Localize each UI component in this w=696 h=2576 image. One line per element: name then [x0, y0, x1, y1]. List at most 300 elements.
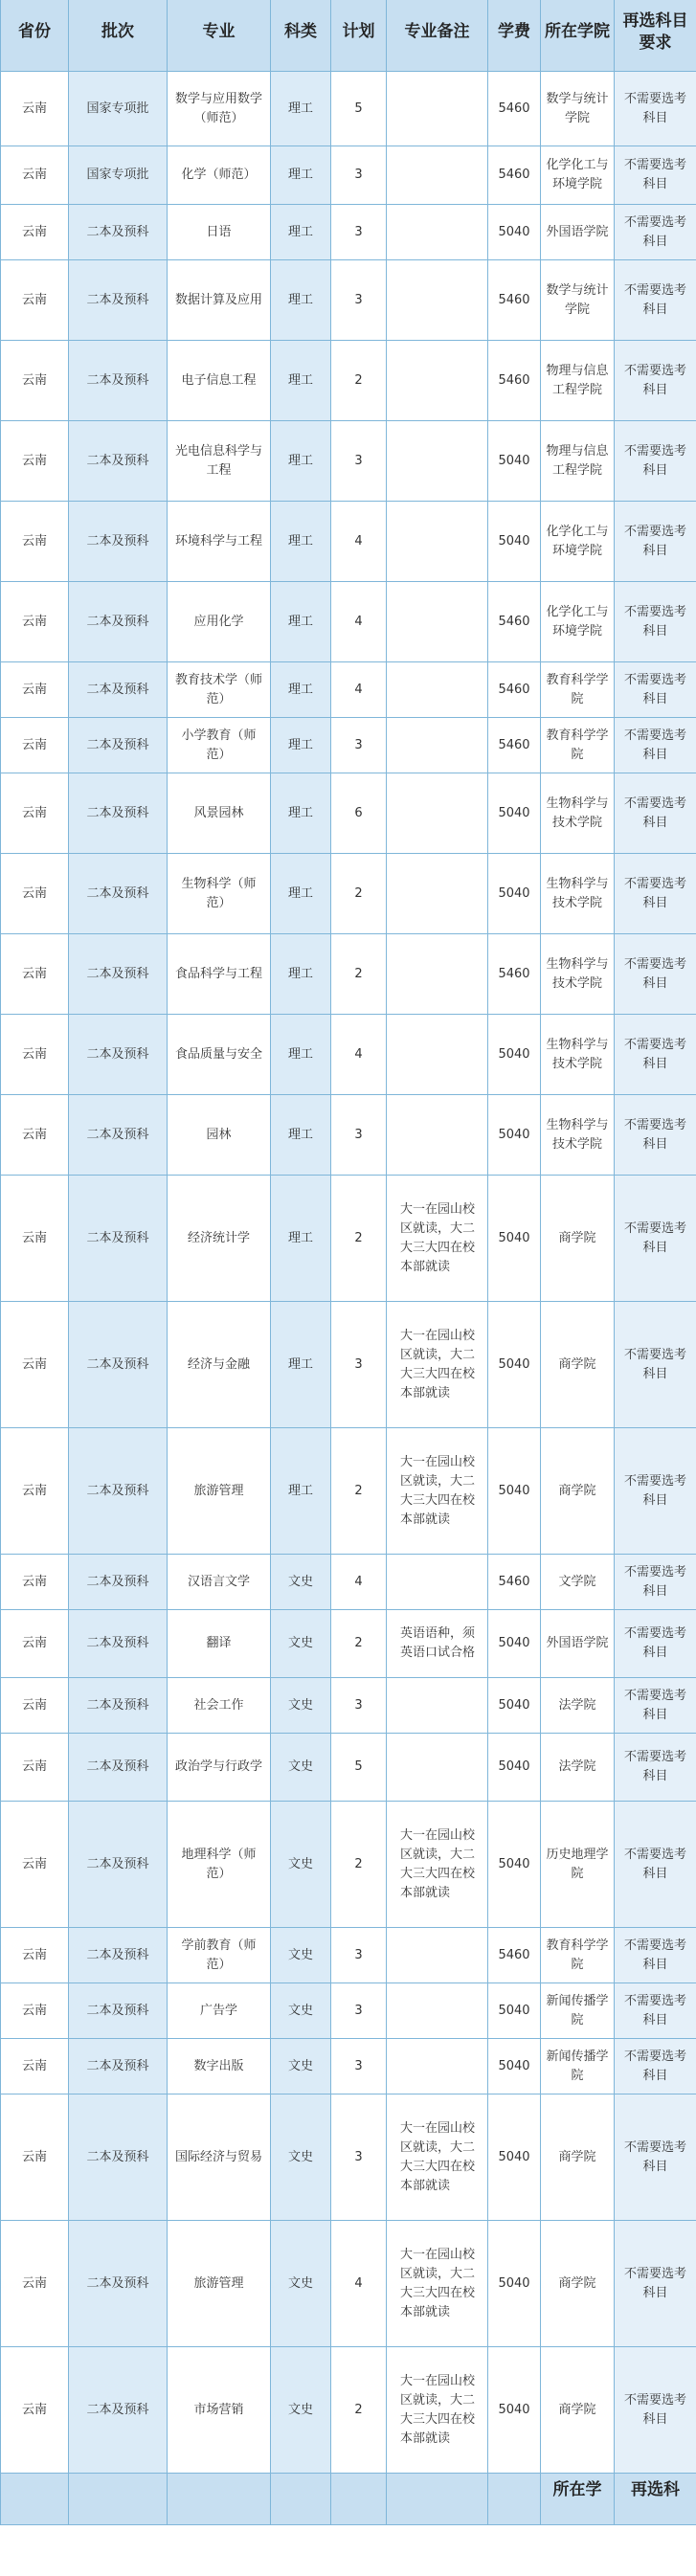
cell-requirement: 不需要选考科目: [615, 1015, 696, 1095]
cell-province: 云南: [1, 1428, 69, 1555]
cell-plan: 3: [331, 1302, 387, 1428]
cell-note: 大一在园山校区就读，大二大三大四在校本部就读: [387, 1802, 488, 1928]
cell-province: 云南: [1, 1678, 69, 1734]
cell-fee: 5460: [488, 662, 541, 718]
cell-category: 理工: [271, 1095, 331, 1176]
cell-major: 经济与金融: [168, 1302, 271, 1428]
cell-note: [387, 582, 488, 662]
cell-requirement: 不需要选考科目: [615, 934, 696, 1015]
cell-college: 新闻传播学院: [541, 1983, 615, 2039]
cell-requirement: 不需要选考科目: [615, 146, 696, 205]
cell-fee: 5040: [488, 1176, 541, 1302]
footer-blank-2: [69, 2474, 168, 2525]
cell-major: 化学（师范）: [168, 146, 271, 205]
table-row: [1, 1928, 696, 1983]
cell-fee: 5460: [488, 341, 541, 421]
cell-requirement: 不需要选考科目: [615, 662, 696, 718]
cell-batch: 二本及预科: [69, 205, 168, 260]
cell-note: [387, 718, 488, 773]
footer-blank-6: [387, 2474, 488, 2525]
cell-batch: 二本及预科: [69, 582, 168, 662]
cell-fee: 5040: [488, 1734, 541, 1802]
cell-major: 数字出版: [168, 2039, 271, 2094]
cell-note: [387, 773, 488, 854]
table-row: [1, 718, 696, 773]
cell-province: 云南: [1, 1015, 69, 1095]
cell-plan: 4: [331, 1015, 387, 1095]
cell-college: 法学院: [541, 1678, 615, 1734]
cell-college: 生物科学与技术学院: [541, 1015, 615, 1095]
cell-batch: 二本及预科: [69, 1610, 168, 1678]
cell-province: 云南: [1, 1734, 69, 1802]
cell-province: 云南: [1, 773, 69, 854]
cell-batch: 二本及预科: [69, 1555, 168, 1610]
cell-plan: 2: [331, 2347, 387, 2474]
cell-note: 大一在园山校区就读，大二大三大四在校本部就读: [387, 2347, 488, 2474]
table-row: [1, 1428, 696, 1555]
table-row: [1, 1610, 696, 1678]
cell-requirement: 不需要选考科目: [615, 1095, 696, 1176]
cell-batch: 二本及预科: [69, 2347, 168, 2474]
cell-category: 理工: [271, 854, 331, 934]
cell-fee: 5460: [488, 1555, 541, 1610]
cell-college: 历史地理学院: [541, 1802, 615, 1928]
cell-plan: 2: [331, 1428, 387, 1555]
cell-fee: 5040: [488, 1302, 541, 1428]
cell-major: 广告学: [168, 1983, 271, 2039]
cell-plan: 3: [331, 1928, 387, 1983]
cell-batch: 二本及预科: [69, 2221, 168, 2347]
cell-college: 化学化工与环境学院: [541, 582, 615, 662]
table-row: [1, 1302, 696, 1428]
cell-note: [387, 1983, 488, 2039]
cell-category: 理工: [271, 662, 331, 718]
cell-major: 旅游管理: [168, 2221, 271, 2347]
cell-category: 理工: [271, 341, 331, 421]
cell-category: 文史: [271, 1678, 331, 1734]
cell-requirement: 不需要选考科目: [615, 2094, 696, 2221]
header-batch: 批次: [69, 0, 168, 72]
cell-plan: 3: [331, 260, 387, 341]
cell-category: 文史: [271, 1734, 331, 1802]
cell-major: 环境科学与工程: [168, 502, 271, 582]
cell-college: 物理与信息工程学院: [541, 341, 615, 421]
cell-note: [387, 1015, 488, 1095]
footer-blank-1: [1, 2474, 69, 2525]
cell-fee: 5040: [488, 1610, 541, 1678]
cell-province: 云南: [1, 854, 69, 934]
cell-fee: 5040: [488, 2221, 541, 2347]
cell-major: 地理科学（师范）: [168, 1802, 271, 1928]
cell-province: 云南: [1, 72, 69, 146]
cell-major: 食品科学与工程: [168, 934, 271, 1015]
cell-batch: 二本及预科: [69, 2039, 168, 2094]
cell-college: 商学院: [541, 2347, 615, 2474]
cell-category: 理工: [271, 1015, 331, 1095]
cell-category: 理工: [271, 934, 331, 1015]
cell-batch: 二本及预科: [69, 854, 168, 934]
cell-plan: 2: [331, 854, 387, 934]
cell-requirement: 不需要选考科目: [615, 718, 696, 773]
cell-batch: 二本及预科: [69, 1095, 168, 1176]
header-plan: 计划: [331, 0, 387, 72]
table-row: [1, 1802, 696, 1928]
cell-fee: 5460: [488, 260, 541, 341]
cell-requirement: 不需要选考科目: [615, 854, 696, 934]
cell-category: 文史: [271, 1802, 331, 1928]
cell-fee: 5040: [488, 1802, 541, 1928]
cell-requirement: 不需要选考科目: [615, 502, 696, 582]
cell-category: 文史: [271, 2347, 331, 2474]
table-row: [1, 662, 696, 718]
table-row: [1, 773, 696, 854]
table-row: [1, 1555, 696, 1610]
cell-category: 文史: [271, 1983, 331, 2039]
cell-major: 国际经济与贸易: [168, 2094, 271, 2221]
cell-note: [387, 341, 488, 421]
cell-major: 翻译: [168, 1610, 271, 1678]
cell-province: 云南: [1, 1928, 69, 1983]
table-row: [1, 2221, 696, 2347]
cell-note: [387, 421, 488, 502]
cell-note: [387, 205, 488, 260]
cell-fee: 5040: [488, 773, 541, 854]
cell-major: 旅游管理: [168, 1428, 271, 1555]
header-note: 专业备注: [387, 0, 488, 72]
cell-province: 云南: [1, 341, 69, 421]
cell-fee: 5040: [488, 502, 541, 582]
cell-fee: 5460: [488, 582, 541, 662]
cell-province: 云南: [1, 2094, 69, 2221]
table-row: [1, 1015, 696, 1095]
cell-province: 云南: [1, 205, 69, 260]
cell-requirement: 不需要选考科目: [615, 205, 696, 260]
cell-note: [387, 662, 488, 718]
cell-batch: 国家专项批: [69, 72, 168, 146]
cell-college: 生物科学与技术学院: [541, 773, 615, 854]
cell-note: [387, 1555, 488, 1610]
cell-batch: 二本及预科: [69, 1983, 168, 2039]
cell-category: 理工: [271, 72, 331, 146]
cell-plan: 4: [331, 2221, 387, 2347]
cell-college: 教育科学学院: [541, 662, 615, 718]
cell-category: 文史: [271, 2039, 331, 2094]
cell-plan: 5: [331, 1734, 387, 1802]
cell-batch: 二本及预科: [69, 1678, 168, 1734]
table-row: [1, 502, 696, 582]
cell-province: 云南: [1, 1095, 69, 1176]
cell-fee: 5040: [488, 421, 541, 502]
cell-batch: 二本及预科: [69, 773, 168, 854]
cell-major: 小学教育（师范）: [168, 718, 271, 773]
footer-header-requirement: 再选科: [615, 2474, 696, 2525]
cell-college: 商学院: [541, 1176, 615, 1302]
footer-header-row: [1, 2474, 696, 2525]
cell-college: 外国语学院: [541, 205, 615, 260]
table-row: [1, 2347, 696, 2474]
cell-plan: 3: [331, 2094, 387, 2221]
cell-requirement: 不需要选考科目: [615, 1555, 696, 1610]
cell-category: 文史: [271, 1555, 331, 1610]
cell-province: 云南: [1, 1302, 69, 1428]
cell-college: 物理与信息工程学院: [541, 421, 615, 502]
cell-category: 理工: [271, 1428, 331, 1555]
cell-requirement: 不需要选考科目: [615, 1176, 696, 1302]
cell-province: 云南: [1, 582, 69, 662]
cell-province: 云南: [1, 2039, 69, 2094]
cell-category: 理工: [271, 773, 331, 854]
cell-note: [387, 854, 488, 934]
cell-plan: 4: [331, 1555, 387, 1610]
cell-major: 电子信息工程: [168, 341, 271, 421]
cell-province: 云南: [1, 2221, 69, 2347]
table-row: [1, 1678, 696, 1734]
table-row: [1, 260, 696, 341]
cell-college: 新闻传播学院: [541, 2039, 615, 2094]
cell-note: 大一在园山校区就读，大二大三大四在校本部就读: [387, 1302, 488, 1428]
cell-major: 数学与应用数学（师范）: [168, 72, 271, 146]
table-row: [1, 2094, 696, 2221]
header-province: 省份: [1, 0, 69, 72]
cell-major: 学前教育（师范）: [168, 1928, 271, 1983]
cell-fee: 5460: [488, 718, 541, 773]
cell-province: 云南: [1, 1610, 69, 1678]
cell-province: 云南: [1, 1802, 69, 1928]
cell-category: 文史: [271, 2221, 331, 2347]
cell-category: 理工: [271, 502, 331, 582]
cell-province: 云南: [1, 1176, 69, 1302]
cell-fee: 5040: [488, 1015, 541, 1095]
cell-fee: 5460: [488, 934, 541, 1015]
cell-note: 大一在园山校区就读，大二大三大四在校本部就读: [387, 1428, 488, 1555]
cell-batch: 二本及预科: [69, 718, 168, 773]
cell-college: 数学与统计学院: [541, 72, 615, 146]
cell-requirement: 不需要选考科目: [615, 2221, 696, 2347]
table-row: [1, 421, 696, 502]
table-row: [1, 72, 696, 146]
cell-college: 化学化工与环境学院: [541, 146, 615, 205]
cell-major: 市场营销: [168, 2347, 271, 2474]
header-requirement: 再选科目要求: [615, 0, 696, 72]
cell-requirement: 不需要选考科目: [615, 1678, 696, 1734]
cell-category: 理工: [271, 1176, 331, 1302]
cell-requirement: 不需要选考科目: [615, 582, 696, 662]
cell-plan: 2: [331, 341, 387, 421]
cell-requirement: 不需要选考科目: [615, 2039, 696, 2094]
cell-province: 云南: [1, 2347, 69, 2474]
table-row: [1, 582, 696, 662]
table-row: [1, 1176, 696, 1302]
cell-college: 教育科学学院: [541, 718, 615, 773]
cell-note: [387, 260, 488, 341]
table-row: [1, 1095, 696, 1176]
cell-plan: 2: [331, 1610, 387, 1678]
cell-requirement: 不需要选考科目: [615, 2347, 696, 2474]
cell-category: 文史: [271, 1928, 331, 1983]
cell-note: [387, 934, 488, 1015]
cell-plan: 6: [331, 773, 387, 854]
table-row: [1, 1734, 696, 1802]
cell-plan: 4: [331, 502, 387, 582]
cell-requirement: 不需要选考科目: [615, 72, 696, 146]
table-body: [1, 72, 696, 2474]
cell-requirement: 不需要选考科目: [615, 1734, 696, 1802]
cell-category: 理工: [271, 1302, 331, 1428]
cell-batch: 二本及预科: [69, 341, 168, 421]
cell-college: 外国语学院: [541, 1610, 615, 1678]
cell-note: [387, 1734, 488, 1802]
cell-college: 商学院: [541, 1302, 615, 1428]
cell-college: 商学院: [541, 2094, 615, 2221]
cell-requirement: 不需要选考科目: [615, 1802, 696, 1928]
cell-plan: 3: [331, 1678, 387, 1734]
cell-requirement: 不需要选考科目: [615, 1428, 696, 1555]
cell-fee: 5040: [488, 1983, 541, 2039]
cell-fee: 5460: [488, 146, 541, 205]
cell-batch: 二本及预科: [69, 260, 168, 341]
header-category: 科类: [271, 0, 331, 72]
cell-province: 云南: [1, 934, 69, 1015]
cell-requirement: 不需要选考科目: [615, 421, 696, 502]
cell-batch: 二本及预科: [69, 1428, 168, 1555]
cell-major: 应用化学: [168, 582, 271, 662]
cell-category: 理工: [271, 205, 331, 260]
cell-province: 云南: [1, 1555, 69, 1610]
table-row: [1, 934, 696, 1015]
cell-major: 社会工作: [168, 1678, 271, 1734]
cell-category: 理工: [271, 260, 331, 341]
cell-category: 理工: [271, 582, 331, 662]
cell-plan: 3: [331, 1095, 387, 1176]
cell-college: 化学化工与环境学院: [541, 502, 615, 582]
cell-plan: 3: [331, 146, 387, 205]
cell-category: 文史: [271, 2094, 331, 2221]
cell-requirement: 不需要选考科目: [615, 1928, 696, 1983]
cell-college: 生物科学与技术学院: [541, 934, 615, 1015]
cell-category: 理工: [271, 718, 331, 773]
header-major: 专业: [168, 0, 271, 72]
cell-province: 云南: [1, 502, 69, 582]
cell-note: 大一在园山校区就读，大二大三大四在校本部就读: [387, 1176, 488, 1302]
cell-fee: 5460: [488, 72, 541, 146]
cell-college: 商学院: [541, 2221, 615, 2347]
cell-batch: 二本及预科: [69, 421, 168, 502]
cell-college: 数学与统计学院: [541, 260, 615, 341]
cell-plan: 2: [331, 1802, 387, 1928]
header-fee: 学费: [488, 0, 541, 72]
cell-college: 文学院: [541, 1555, 615, 1610]
cell-college: 教育科学学院: [541, 1928, 615, 1983]
cell-major: 日语: [168, 205, 271, 260]
cell-category: 理工: [271, 146, 331, 205]
cell-province: 云南: [1, 1983, 69, 2039]
cell-plan: 3: [331, 718, 387, 773]
cell-note: [387, 1928, 488, 1983]
cell-note: 大一在园山校区就读，大二大三大四在校本部就读: [387, 2094, 488, 2221]
cell-batch: 二本及预科: [69, 1015, 168, 1095]
table-row: [1, 854, 696, 934]
header-college: 所在学院: [541, 0, 615, 72]
footer-blank-7: [488, 2474, 541, 2525]
cell-major: 政治学与行政学: [168, 1734, 271, 1802]
cell-province: 云南: [1, 146, 69, 205]
cell-note: [387, 1678, 488, 1734]
cell-college: 生物科学与技术学院: [541, 854, 615, 934]
cell-major: 食品质量与安全: [168, 1015, 271, 1095]
cell-plan: 2: [331, 934, 387, 1015]
cell-batch: 二本及预科: [69, 2094, 168, 2221]
cell-requirement: 不需要选考科目: [615, 1610, 696, 1678]
cell-category: 文史: [271, 1610, 331, 1678]
footer-blank-3: [168, 2474, 271, 2525]
cell-plan: 3: [331, 205, 387, 260]
cell-plan: 3: [331, 2039, 387, 2094]
cell-province: 云南: [1, 662, 69, 718]
cell-major: 数据计算及应用: [168, 260, 271, 341]
cell-major: 生物科学（师范）: [168, 854, 271, 934]
cell-batch: 二本及预科: [69, 934, 168, 1015]
cell-plan: 4: [331, 662, 387, 718]
cell-batch: 二本及预科: [69, 1734, 168, 1802]
cell-note: [387, 72, 488, 146]
cell-province: 云南: [1, 421, 69, 502]
table-row: [1, 1983, 696, 2039]
footer-header-college: 所在学: [541, 2474, 615, 2525]
cell-fee: 5040: [488, 1095, 541, 1176]
cell-plan: 3: [331, 1983, 387, 2039]
cell-batch: 二本及预科: [69, 1302, 168, 1428]
cell-major: 园林: [168, 1095, 271, 1176]
cell-requirement: 不需要选考科目: [615, 1983, 696, 2039]
cell-batch: 二本及预科: [69, 1928, 168, 1983]
cell-note: [387, 1095, 488, 1176]
cell-province: 云南: [1, 718, 69, 773]
cell-plan: 3: [331, 421, 387, 502]
cell-fee: 5040: [488, 854, 541, 934]
cell-note: [387, 502, 488, 582]
cell-college: 生物科学与技术学院: [541, 1095, 615, 1176]
cell-requirement: 不需要选考科目: [615, 773, 696, 854]
cell-requirement: 不需要选考科目: [615, 341, 696, 421]
cell-requirement: 不需要选考科目: [615, 1302, 696, 1428]
cell-college: 商学院: [541, 1428, 615, 1555]
cell-plan: 2: [331, 1176, 387, 1302]
cell-major: 光电信息科学与工程: [168, 421, 271, 502]
cell-fee: 5040: [488, 2094, 541, 2221]
cell-plan: 4: [331, 582, 387, 662]
footer-blank-4: [271, 2474, 331, 2525]
cell-major: 汉语言文学: [168, 1555, 271, 1610]
cell-batch: 国家专项批: [69, 146, 168, 205]
cell-fee: 5040: [488, 2039, 541, 2094]
cell-college: 法学院: [541, 1734, 615, 1802]
cell-major: 风景园林: [168, 773, 271, 854]
cell-note: 大一在园山校区就读，大二大三大四在校本部就读: [387, 2221, 488, 2347]
cell-fee: 5040: [488, 1428, 541, 1555]
cell-note: 英语语种，须英语口试合格: [387, 1610, 488, 1678]
cell-batch: 二本及预科: [69, 1802, 168, 1928]
table-row: [1, 341, 696, 421]
cell-fee: 5040: [488, 205, 541, 260]
footer-blank-5: [331, 2474, 387, 2525]
cell-fee: 5040: [488, 2347, 541, 2474]
cell-fee: 5040: [488, 1678, 541, 1734]
cell-category: 理工: [271, 421, 331, 502]
table-row: [1, 146, 696, 205]
cell-plan: 5: [331, 72, 387, 146]
cell-major: 教育技术学（师范）: [168, 662, 271, 718]
header-row: [1, 0, 696, 72]
